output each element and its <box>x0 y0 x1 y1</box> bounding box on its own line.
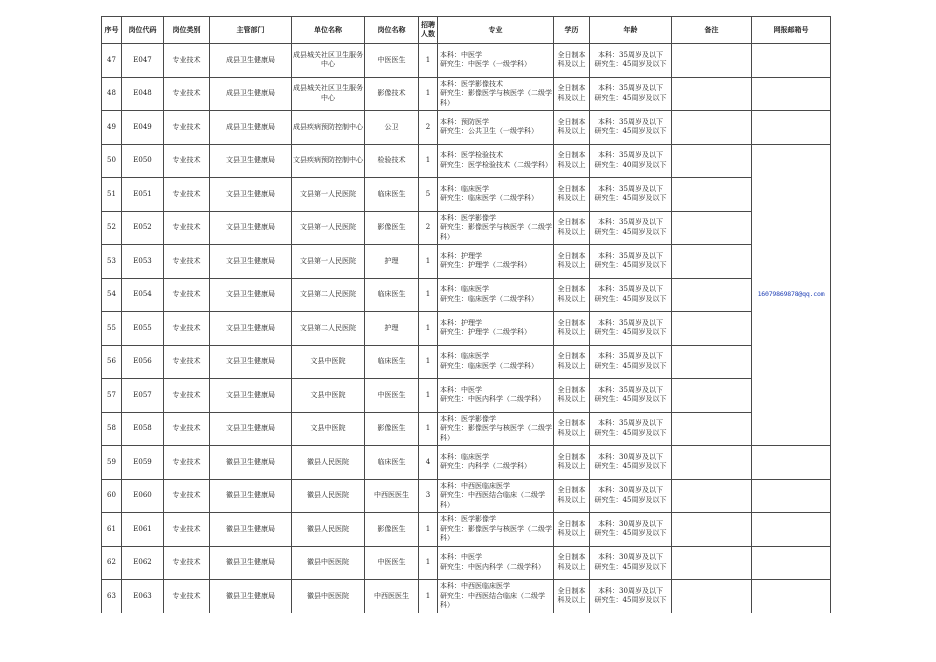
table-row <box>102 211 831 245</box>
table-row <box>102 345 831 379</box>
cell-seq[interactable]: 48 <box>102 77 122 111</box>
cell-code[interactable]: E049 <box>122 111 164 145</box>
cell-position[interactable]: 影像医生 <box>365 211 419 245</box>
major-postgrad: 研究生：中医学（一级学科） <box>440 60 531 69</box>
cell-remarks[interactable] <box>672 479 752 513</box>
cell-seq[interactable]: 49 <box>102 111 122 145</box>
cell-remarks[interactable] <box>672 379 752 413</box>
table-row <box>102 44 831 78</box>
cell-education[interactable]: 全日制本科及以上 <box>554 44 590 78</box>
cell-remarks[interactable] <box>672 111 752 145</box>
table-row <box>102 546 831 580</box>
cell-unit[interactable]: 文县中医院 <box>292 412 365 446</box>
cell-age[interactable] <box>590 345 672 379</box>
recruitment-table <box>101 16 831 613</box>
major-postgrad: 研究生：公共卫生（一级学科） <box>440 127 538 136</box>
cell-department[interactable]: 徽县卫生健康局 <box>210 546 292 580</box>
cell-email-merged[interactable]: 16079869878@qq.com <box>752 144 831 446</box>
cell-department[interactable]: 徽县卫生健康局 <box>210 580 292 613</box>
table-row <box>102 379 831 413</box>
cell-count[interactable]: 1 <box>419 144 438 178</box>
cell-unit[interactable]: 成县城关社区卫生服务中心 <box>292 77 365 111</box>
cell-category[interactable]: 专业技术 <box>164 111 210 145</box>
cell-department[interactable]: 成县卫生健康局 <box>210 77 292 111</box>
header-row <box>102 17 831 44</box>
table-row <box>102 312 831 346</box>
age-postgrad: 研究生：45周岁及以下 <box>594 462 667 471</box>
major-undergrad: 本科：中西医临床医学 <box>440 582 510 590</box>
cell-education[interactable]: 全日制本科及以上 <box>554 580 590 613</box>
major-postgrad: 研究生：影像医学与核医学（二级学科） <box>440 223 552 241</box>
cell-category[interactable]: 专业技术 <box>164 513 210 547</box>
header-seq[interactable]: 序号 <box>102 17 122 44</box>
major-postgrad: 研究生：中医内科学（二级学科） <box>440 395 545 404</box>
cell-email[interactable] <box>752 44 831 78</box>
cell-education[interactable]: 全日制本科及以上 <box>554 245 590 279</box>
cell-major[interactable] <box>438 479 554 513</box>
cell-count[interactable]: 3 <box>419 479 438 513</box>
header-age[interactable]: 年龄 <box>590 17 672 44</box>
age-undergrad: 本科：30周岁及以下 <box>598 586 663 595</box>
cell-education[interactable]: 全日制本科及以上 <box>554 278 590 312</box>
cell-remarks[interactable] <box>672 546 752 580</box>
cell-seq[interactable]: 56 <box>102 345 122 379</box>
cell-unit[interactable]: 文县第二人民医院 <box>292 312 365 346</box>
age-postgrad: 研究生：45周岁及以下 <box>594 428 667 437</box>
cell-position[interactable]: 临床医生 <box>365 345 419 379</box>
cell-major[interactable] <box>438 546 554 580</box>
cell-count[interactable]: 1 <box>419 345 438 379</box>
cell-remarks[interactable] <box>672 178 752 212</box>
cell-seq[interactable]: 51 <box>102 178 122 212</box>
cell-position[interactable]: 影像医生 <box>365 513 419 547</box>
major-undergrad: 本科：临床医学 <box>440 452 489 461</box>
major-postgrad: 研究生：临床医学（二级学科） <box>440 361 538 370</box>
table-row <box>102 513 831 547</box>
major-undergrad: 本科：医学影像学 <box>440 515 496 523</box>
cell-code[interactable]: E058 <box>122 412 164 446</box>
cell-age[interactable] <box>590 446 672 480</box>
cell-department[interactable]: 文县卫生健康局 <box>210 144 292 178</box>
cell-remarks[interactable] <box>672 580 752 613</box>
table-row <box>102 111 831 145</box>
cell-code[interactable]: E055 <box>122 312 164 346</box>
table-row <box>102 446 831 480</box>
cell-seq[interactable]: 62 <box>102 546 122 580</box>
cell-major[interactable] <box>438 513 554 547</box>
cell-position[interactable]: 中西医医生 <box>365 580 419 613</box>
cell-code[interactable]: E060 <box>122 479 164 513</box>
age-undergrad: 本科：30周岁及以下 <box>598 452 663 461</box>
cell-seq[interactable]: 52 <box>102 211 122 245</box>
cell-count[interactable]: 1 <box>419 513 438 547</box>
table-row <box>102 144 831 178</box>
cell-remarks[interactable] <box>672 412 752 446</box>
age-postgrad: 研究生：45周岁及以下 <box>594 596 667 605</box>
major-postgrad: 研究生：护理学（二级学科） <box>440 261 531 270</box>
cell-code[interactable]: E059 <box>122 446 164 480</box>
cell-count[interactable]: 1 <box>419 379 438 413</box>
cell-code[interactable]: E056 <box>122 345 164 379</box>
major-postgrad: 研究生：内科学（二级学科） <box>440 462 531 471</box>
cell-email[interactable] <box>752 446 831 480</box>
cell-category[interactable]: 专业技术 <box>164 345 210 379</box>
table-row <box>102 278 831 312</box>
cell-code[interactable]: E053 <box>122 245 164 279</box>
cell-unit[interactable]: 文县第一人民医院 <box>292 178 365 212</box>
cell-department[interactable]: 文县卫生健康局 <box>210 379 292 413</box>
major-undergrad: 本科：医学检验技术 <box>440 151 503 160</box>
major-postgrad: 研究生：影像医学与核医学（二级学科） <box>440 89 552 107</box>
major-postgrad: 研究生：医学检验技术（二级学科） <box>440 160 552 169</box>
cell-education[interactable]: 全日制本科及以上 <box>554 446 590 480</box>
header-unit[interactable]: 单位名称 <box>292 17 365 44</box>
cell-department[interactable]: 文县卫生健康局 <box>210 211 292 245</box>
major-undergrad: 本科：预防医学 <box>440 117 489 126</box>
cell-count[interactable]: 1 <box>419 546 438 580</box>
cell-position[interactable]: 中医医生 <box>365 44 419 78</box>
cell-category[interactable]: 专业技术 <box>164 245 210 279</box>
age-undergrad: 本科：30周岁及以下 <box>598 486 663 495</box>
cell-age[interactable] <box>590 144 672 178</box>
cell-code[interactable]: E057 <box>122 379 164 413</box>
table-row <box>102 412 831 446</box>
major-undergrad: 本科：中医学 <box>440 50 482 59</box>
cell-department[interactable]: 徽县卫生健康局 <box>210 513 292 547</box>
age-undergrad: 本科：35周岁及以下 <box>598 285 663 294</box>
cell-category[interactable]: 专业技术 <box>164 446 210 480</box>
cell-code[interactable]: E050 <box>122 144 164 178</box>
age-postgrad: 研究生：45周岁及以下 <box>594 328 667 337</box>
cell-position[interactable]: 临床医生 <box>365 178 419 212</box>
major-postgrad: 研究生：中医内科学（二级学科） <box>440 562 545 571</box>
cell-department[interactable]: 文县卫生健康局 <box>210 278 292 312</box>
cell-code[interactable]: E048 <box>122 77 164 111</box>
cell-major[interactable] <box>438 211 554 245</box>
cell-position[interactable]: 公卫 <box>365 111 419 145</box>
cell-remarks[interactable] <box>672 77 752 111</box>
table-row <box>102 580 831 613</box>
cell-seq[interactable]: 61 <box>102 513 122 547</box>
major-postgrad: 研究生：护理学（二级学科） <box>440 328 531 337</box>
cell-education[interactable]: 全日制本科及以上 <box>554 178 590 212</box>
age-undergrad: 本科：35周岁及以下 <box>598 218 663 227</box>
cell-email[interactable] <box>752 479 831 513</box>
header-category[interactable]: 岗位类别 <box>164 17 210 44</box>
header-major[interactable]: 专业 <box>438 17 554 44</box>
cell-major[interactable] <box>438 44 554 78</box>
cell-email[interactable] <box>752 546 831 580</box>
age-postgrad: 研究生：45周岁及以下 <box>594 227 667 236</box>
cell-major[interactable] <box>438 111 554 145</box>
age-postgrad: 研究生：45周岁及以下 <box>594 194 667 203</box>
cell-seq[interactable]: 53 <box>102 245 122 279</box>
major-postgrad: 研究生：中西医结合临床（二级学科） <box>440 591 545 609</box>
cell-age[interactable] <box>590 245 672 279</box>
cell-count[interactable]: 2 <box>419 111 438 145</box>
cell-count[interactable]: 1 <box>419 312 438 346</box>
age-undergrad: 本科：30周岁及以下 <box>598 553 663 562</box>
header-code[interactable]: 岗位代码 <box>122 17 164 44</box>
cell-seq[interactable]: 50 <box>102 144 122 178</box>
cell-unit[interactable]: 徽县中医医院 <box>292 546 365 580</box>
cell-remarks[interactable] <box>672 144 752 178</box>
cell-major[interactable] <box>438 412 554 446</box>
major-undergrad: 本科：临床医学 <box>440 352 489 361</box>
cell-unit[interactable]: 成县城关社区卫生服务中心 <box>292 44 365 78</box>
cell-category[interactable]: 专业技术 <box>164 144 210 178</box>
cell-department[interactable]: 徽县卫生健康局 <box>210 479 292 513</box>
cell-code[interactable]: E062 <box>122 546 164 580</box>
cell-category[interactable]: 专业技术 <box>164 479 210 513</box>
major-postgrad: 研究生：临床医学（二级学科） <box>440 194 538 203</box>
cell-count[interactable]: 1 <box>419 412 438 446</box>
cell-unit[interactable]: 文县中医院 <box>292 379 365 413</box>
cell-age[interactable] <box>590 211 672 245</box>
age-postgrad: 研究生：45周岁及以下 <box>594 395 667 404</box>
cell-position[interactable]: 护理 <box>365 245 419 279</box>
age-postgrad: 研究生：45周岁及以下 <box>594 495 667 504</box>
cell-email[interactable] <box>752 111 831 145</box>
cell-category[interactable]: 专业技术 <box>164 546 210 580</box>
cell-major[interactable] <box>438 178 554 212</box>
age-postgrad: 研究生：45周岁及以下 <box>594 361 667 370</box>
cell-seq[interactable]: 57 <box>102 379 122 413</box>
table-row <box>102 77 831 111</box>
cell-category[interactable]: 专业技术 <box>164 379 210 413</box>
age-postgrad: 研究生：45周岁及以下 <box>594 60 667 69</box>
cell-category[interactable]: 专业技术 <box>164 312 210 346</box>
cell-unit[interactable]: 徽县人民医院 <box>292 446 365 480</box>
cell-remarks[interactable] <box>672 513 752 547</box>
cell-age[interactable] <box>590 278 672 312</box>
cell-category[interactable]: 专业技术 <box>164 77 210 111</box>
cell-unit[interactable]: 文县疾病预防控制中心 <box>292 144 365 178</box>
age-undergrad: 本科：35周岁及以下 <box>598 84 663 93</box>
major-undergrad: 本科：中医学 <box>440 385 482 394</box>
cell-category[interactable]: 专业技术 <box>164 44 210 78</box>
table-row <box>102 479 831 513</box>
cell-position[interactable]: 中西医医生 <box>365 479 419 513</box>
cell-unit[interactable]: 文县第二人民医院 <box>292 278 365 312</box>
cell-age[interactable] <box>590 77 672 111</box>
age-postgrad: 研究生：45周岁及以下 <box>594 529 667 538</box>
cell-seq[interactable]: 55 <box>102 312 122 346</box>
cell-seq[interactable]: 63 <box>102 580 122 613</box>
cell-seq[interactable]: 54 <box>102 278 122 312</box>
cell-position[interactable]: 临床医生 <box>365 446 419 480</box>
table-body <box>102 44 831 613</box>
cell-age[interactable] <box>590 412 672 446</box>
cell-position[interactable]: 中医医生 <box>365 379 419 413</box>
cell-unit[interactable]: 成县疾病预防控制中心 <box>292 111 365 145</box>
age-undergrad: 本科：35周岁及以下 <box>598 184 663 193</box>
age-postgrad: 研究生：45周岁及以下 <box>594 261 667 270</box>
cell-code[interactable]: E052 <box>122 211 164 245</box>
cell-major[interactable] <box>438 77 554 111</box>
cell-email[interactable] <box>752 513 831 547</box>
age-undergrad: 本科：30周岁及以下 <box>598 519 663 528</box>
cell-remarks[interactable] <box>672 278 752 312</box>
major-undergrad: 本科：中西医临床医学 <box>440 481 510 490</box>
cell-department[interactable]: 文县卫生健康局 <box>210 178 292 212</box>
cell-department[interactable]: 成县卫生健康局 <box>210 44 292 78</box>
cell-education[interactable]: 全日制本科及以上 <box>554 111 590 145</box>
header-education[interactable]: 学历 <box>554 17 590 44</box>
age-undergrad: 本科：35周岁及以下 <box>598 117 663 126</box>
cell-education[interactable]: 全日制本科及以上 <box>554 211 590 245</box>
cell-count[interactable]: 1 <box>419 77 438 111</box>
age-undergrad: 本科：35周岁及以下 <box>598 251 663 260</box>
major-undergrad: 本科：中医学 <box>440 553 482 562</box>
cell-age[interactable] <box>590 44 672 78</box>
cell-count[interactable]: 1 <box>419 580 438 613</box>
cell-education[interactable]: 全日制本科及以上 <box>554 412 590 446</box>
age-postgrad: 研究生：45周岁及以下 <box>594 93 667 102</box>
cell-email[interactable] <box>752 580 831 613</box>
cell-education[interactable]: 全日制本科及以上 <box>554 144 590 178</box>
cell-major[interactable] <box>438 379 554 413</box>
cell-department[interactable]: 文县卫生健康局 <box>210 345 292 379</box>
cell-count[interactable]: 1 <box>419 278 438 312</box>
cell-department[interactable]: 文县卫生健康局 <box>210 412 292 446</box>
age-undergrad: 本科：35周岁及以下 <box>598 352 663 361</box>
cell-major[interactable] <box>438 345 554 379</box>
cell-major[interactable] <box>438 144 554 178</box>
cell-seq[interactable]: 60 <box>102 479 122 513</box>
cell-age[interactable] <box>590 580 672 613</box>
cell-unit[interactable]: 徽县中医医院 <box>292 580 365 613</box>
cell-position[interactable]: 影像技术 <box>365 77 419 111</box>
table-row <box>102 178 831 212</box>
cell-code[interactable]: E063 <box>122 580 164 613</box>
header-department[interactable]: 主管部门 <box>210 17 292 44</box>
age-undergrad: 本科：35周岁及以下 <box>598 318 663 327</box>
cell-position[interactable]: 影像医生 <box>365 412 419 446</box>
age-postgrad: 研究生：40周岁及以下 <box>594 160 667 169</box>
cell-seq[interactable]: 47 <box>102 44 122 78</box>
major-postgrad: 研究生：中西医结合临床（二级学科） <box>440 491 545 509</box>
cell-code[interactable]: E061 <box>122 513 164 547</box>
cell-major[interactable] <box>438 580 554 613</box>
cell-category[interactable]: 专业技术 <box>164 178 210 212</box>
cell-email[interactable] <box>752 77 831 111</box>
cell-major[interactable] <box>438 312 554 346</box>
cell-department[interactable]: 文县卫生健康局 <box>210 312 292 346</box>
cell-count[interactable]: 5 <box>419 178 438 212</box>
cell-category[interactable]: 专业技术 <box>164 211 210 245</box>
cell-age[interactable] <box>590 178 672 212</box>
cell-age[interactable] <box>590 513 672 547</box>
cell-count[interactable]: 1 <box>419 44 438 78</box>
cell-age[interactable] <box>590 111 672 145</box>
cell-category[interactable]: 专业技术 <box>164 580 210 613</box>
header-position[interactable]: 岗位名称 <box>365 17 419 44</box>
cell-position[interactable]: 临床医生 <box>365 278 419 312</box>
cell-category[interactable]: 专业技术 <box>164 412 210 446</box>
cell-count[interactable]: 4 <box>419 446 438 480</box>
age-postgrad: 研究生：45周岁及以下 <box>594 127 667 136</box>
cell-department[interactable]: 成县卫生健康局 <box>210 111 292 145</box>
age-undergrad: 本科：35周岁及以下 <box>598 50 663 59</box>
cell-major[interactable] <box>438 278 554 312</box>
cell-remarks[interactable] <box>672 211 752 245</box>
major-undergrad: 本科：医学影像学 <box>440 414 496 423</box>
major-undergrad: 本科：医学影像学 <box>440 213 496 222</box>
cell-count[interactable]: 2 <box>419 211 438 245</box>
cell-age[interactable] <box>590 479 672 513</box>
cell-seq[interactable]: 59 <box>102 446 122 480</box>
age-undergrad: 本科：35周岁及以下 <box>598 151 663 160</box>
major-undergrad: 本科：医学影像技术 <box>440 79 503 88</box>
cell-position[interactable]: 中医医生 <box>365 546 419 580</box>
cell-age[interactable] <box>590 546 672 580</box>
age-postgrad: 研究生：45周岁及以下 <box>594 562 667 571</box>
major-postgrad: 研究生：影像医学与核医学（二级学科） <box>440 424 552 442</box>
cell-unit[interactable]: 徽县人民医院 <box>292 513 365 547</box>
table-row <box>102 245 831 279</box>
cell-major[interactable] <box>438 245 554 279</box>
header-remarks[interactable]: 备注 <box>672 17 752 44</box>
cell-education[interactable]: 全日制本科及以上 <box>554 546 590 580</box>
cell-unit[interactable]: 文县中医院 <box>292 345 365 379</box>
major-undergrad: 本科：临床医学 <box>440 285 489 294</box>
cell-code[interactable]: E047 <box>122 44 164 78</box>
cell-age[interactable] <box>590 312 672 346</box>
cell-remarks[interactable] <box>672 446 752 480</box>
header-count[interactable]: 招聘人数 <box>419 17 438 44</box>
cell-education[interactable]: 全日制本科及以上 <box>554 312 590 346</box>
age-undergrad: 本科：35周岁及以下 <box>598 385 663 394</box>
major-undergrad: 本科：护理学 <box>440 318 482 327</box>
cell-education[interactable]: 全日制本科及以上 <box>554 379 590 413</box>
cell-education[interactable]: 全日制本科及以上 <box>554 479 590 513</box>
age-undergrad: 本科：35周岁及以下 <box>598 419 663 428</box>
major-postgrad: 研究生：临床医学（二级学科） <box>440 294 538 303</box>
cell-code[interactable]: E051 <box>122 178 164 212</box>
cell-count[interactable]: 1 <box>419 245 438 279</box>
header-email[interactable]: 网报邮箱号 <box>752 17 831 44</box>
cell-unit[interactable]: 徽县人民医院 <box>292 479 365 513</box>
cell-code[interactable]: E054 <box>122 278 164 312</box>
age-postgrad: 研究生：45周岁及以下 <box>594 294 667 303</box>
cell-unit[interactable]: 文县第一人民医院 <box>292 211 365 245</box>
cell-position[interactable]: 护理 <box>365 312 419 346</box>
cell-category[interactable]: 专业技术 <box>164 278 210 312</box>
cell-remarks[interactable] <box>672 44 752 78</box>
cell-position[interactable]: 检验技术 <box>365 144 419 178</box>
major-postgrad: 研究生：影像医学与核医学（二级学科） <box>440 524 552 542</box>
cell-unit[interactable]: 文县第一人民医院 <box>292 245 365 279</box>
cell-education[interactable]: 全日制本科及以上 <box>554 513 590 547</box>
cell-remarks[interactable] <box>672 245 752 279</box>
major-undergrad: 本科：护理学 <box>440 251 482 260</box>
cell-remarks[interactable] <box>672 312 752 346</box>
major-undergrad: 本科：临床医学 <box>440 184 489 193</box>
cell-seq[interactable]: 58 <box>102 412 122 446</box>
cell-department[interactable]: 徽县卫生健康局 <box>210 446 292 480</box>
cell-education[interactable]: 全日制本科及以上 <box>554 345 590 379</box>
cell-department[interactable]: 文县卫生健康局 <box>210 245 292 279</box>
cell-education[interactable]: 全日制本科及以上 <box>554 77 590 111</box>
cell-remarks[interactable] <box>672 345 752 379</box>
cell-major[interactable] <box>438 446 554 480</box>
cell-age[interactable] <box>590 379 672 413</box>
